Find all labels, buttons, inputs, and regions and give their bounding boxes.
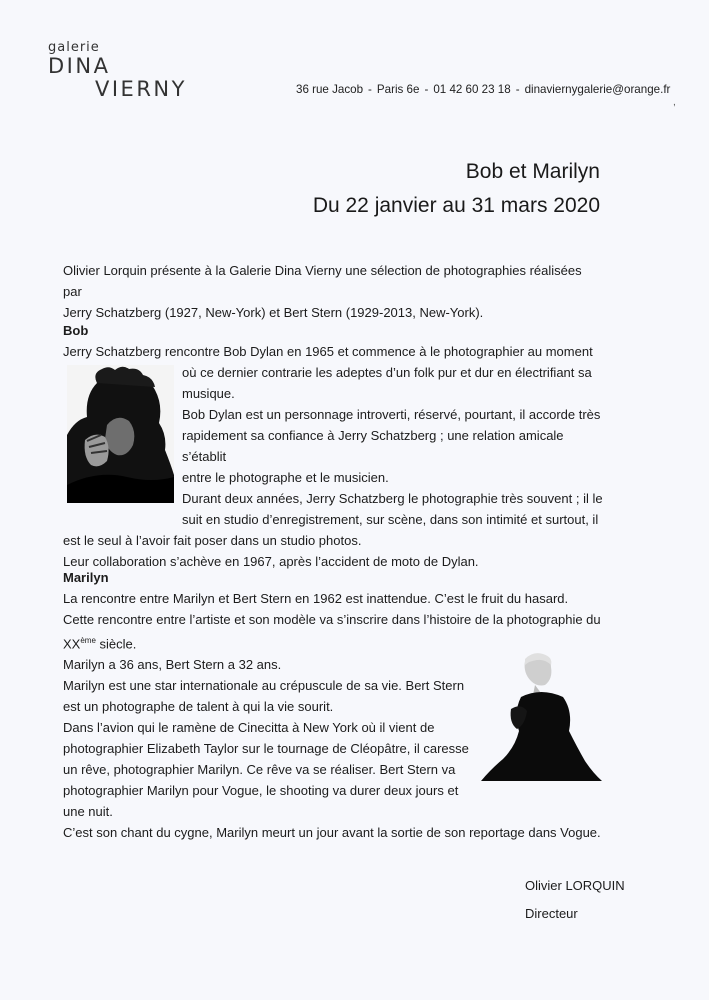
- bob-line: où ce dernier contrarie les adeptes d’un folk pur et dur en électrifiant sa: [182, 365, 592, 380]
- title-dates: Du 22 janvier au 31 mars 2020: [312, 194, 600, 217]
- marilyn-line: La rencontre entre Marilyn et Bert Stern en 1962 est inattendue. C’est le fruit du hasard.: [63, 591, 569, 606]
- intro-paragraph: [63, 260, 603, 323]
- marilyn-line: est un photographe de talent à qui la vie sourit.: [63, 699, 334, 715]
- marilyn-line: photographier Elizabeth Taylor sur le tournage de Cléopâtre, il caresse: [63, 741, 469, 757]
- bob-line: est le seul à l’avoir fait poser dans un studio photos.: [63, 533, 362, 548]
- speck-mark: ,: [673, 97, 676, 108]
- bob-line: Jerry Schatzberg rencontre Bob Dylan en 1965 et commence à le photographier au moment: [63, 344, 593, 359]
- exhibition-title: [313, 155, 600, 223]
- title-main: Bob et Marilyn: [465, 160, 600, 183]
- marilyn-line: Marilyn est une star internationale au crépuscule de sa vie. Bert Stern: [63, 678, 465, 694]
- intro-line: Olivier Lorquin présente à la Galerie Dina Vierny une sélection de photographies réalisées par: [63, 263, 582, 299]
- bob-line: rapidement sa confiance à Jerry Schatzberg ; une relation amicale s’établit: [182, 428, 564, 464]
- marilyn-line: C’est son chant du cygne, Marilyn meurt un jour avant la sortie de son reportage dans Vogue.: [63, 825, 601, 841]
- bob-heading: Bob: [63, 323, 89, 338]
- contact-line: 36 rue Jacob - Paris 6e - 01 42 60 23 18 - dinaviernygalerie@orange.fr: [296, 83, 671, 96]
- marilyn-line: photographier Marilyn pour Vogue, le shooting va durer deux jours et: [63, 783, 459, 799]
- gallery-logo: [48, 40, 187, 101]
- marilyn-line: Dans l’avion qui le ramène de Cinecitta à New York où il vient de: [63, 720, 435, 736]
- marilyn-heading: Marilyn: [63, 570, 109, 585]
- marilyn-photo: [481, 651, 602, 781]
- bob-line: Bob Dylan est un personnage introverti, réservé, pourtant, il accorde très: [182, 407, 601, 422]
- bob-line: entre le photographe et le musicien.: [182, 470, 389, 485]
- century-roman: XX: [63, 636, 81, 652]
- bob-line: musique.: [182, 386, 235, 401]
- contact-city: Paris 6e: [376, 83, 420, 96]
- logo-galerie: galerie: [48, 40, 100, 55]
- signature-block: [525, 872, 625, 928]
- marilyn-line: une nuit.: [63, 804, 113, 820]
- intro-line: Jerry Schatzberg (1927, New-York) et Bert Stern (1929-2013, New-York).: [63, 305, 484, 320]
- logo-vierny: VIERNY: [95, 77, 187, 101]
- contact-phone: 01 42 60 23 18: [433, 83, 511, 96]
- marilyn-line: un rêve, photographier Marilyn. Ce rêve va se réaliser. Bert Stern va: [63, 762, 456, 778]
- bob-line: Durant deux années, Jerry Schatzberg le photographie très souvent ; il le: [182, 491, 603, 506]
- marilyn-line: Marilyn a 36 ans, Bert Stern a 32 ans.: [63, 657, 282, 673]
- signatory-name: Olivier LORQUIN: [525, 878, 625, 893]
- century-suffix: ème: [80, 636, 96, 645]
- logo-dina: DINA: [48, 54, 111, 78]
- signatory-role: Directeur: [525, 906, 578, 921]
- contact-address: 36 rue Jacob: [296, 83, 364, 96]
- century-word: siècle.: [95, 636, 137, 652]
- contact-email: dinaviernygalerie@orange.fr: [524, 83, 671, 96]
- bob-line: Leur collaboration s’achève en 1967, après l’accident de moto de Dylan.: [63, 554, 479, 569]
- bob-line: suit en studio d’enregistrement, sur scène, dans son intimité et surtout, il: [182, 512, 599, 527]
- bob-dylan-photo: [67, 365, 174, 503]
- marilyn-line: Cette rencontre entre l’artiste et son modèle va s’inscrire dans l’histoire de la photographie du: [63, 612, 601, 627]
